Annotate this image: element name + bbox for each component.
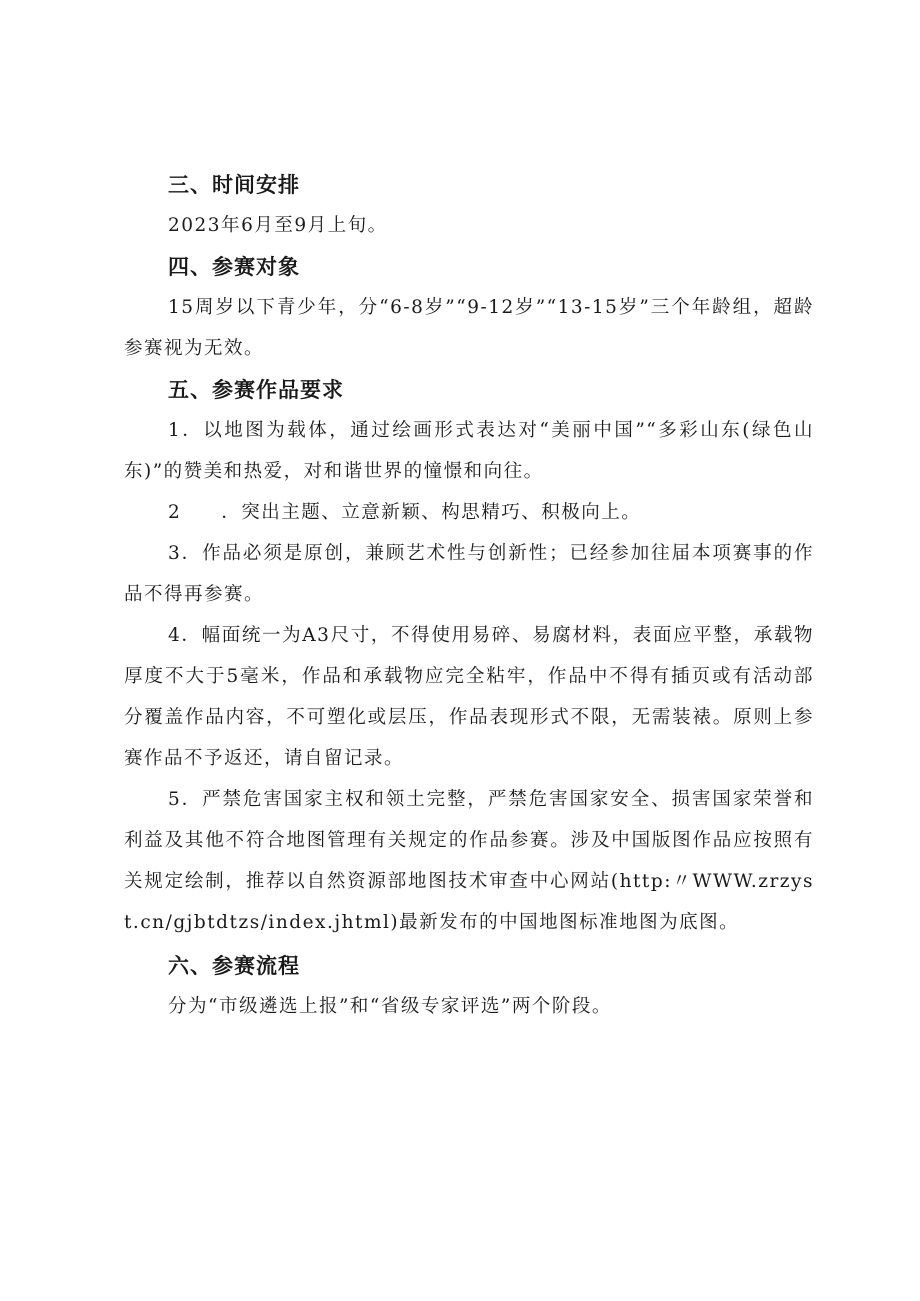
requirement-item-3: 3．作品必须是原创，兼顾艺术性与创新性；已经参加往届本项赛事的作品不得再参赛。 [124, 543, 814, 605]
requirement-item-1: 1．以地图为载体，通过绘画形式表达对“美丽中国”“多彩山东(绿色山东)”的赞美和热爱，对和谐世界的憧憬和向往。 [124, 420, 814, 482]
section-heading-process: 六、参赛流程 [168, 954, 300, 978]
section-heading-participants: 四、参赛对象 [168, 255, 300, 279]
requirement-item-5: 5．严禁危害国家主权和领土完整，严禁危害国家安全、损害国家荣誉和利益及其他不符合地图管理有关规定的作品参赛。涉及中国版图作品应按照有关规定绘制，推荐以自然资源部地图技术审查中心网站(http:〃WWW.zrzyst.cn/gjbtdtzs/index.jhtml)最新发布的中国地图标准地图为底图。 [124, 789, 814, 933]
document-page [124, 166, 814, 1027]
section-heading-requirements: 五、参赛作品要求 [168, 378, 344, 402]
process-paragraph: 分为“市级遴选上报”和“省级专家评选”两个阶段。 [168, 996, 612, 1017]
section-heading-schedule: 三、时间安排 [168, 173, 300, 197]
requirement-item-4: 4．幅面统一为A3尺寸，不得使用易碎、易腐材料，表面应平整，承载物厚度不大于5毫米，作品和承载物应完全粘牢，作品中不得有插页或有活动部分覆盖作品内容，不可塑化或层压，作品表现形式不限，无需装裱。原则上参赛作品不予返还，请自留记录。 [124, 625, 814, 769]
requirement-item-2: 2 ．突出主题、立意新颖、构思精巧、积极向上。 [168, 502, 642, 523]
participants-paragraph: 15周岁以下青少年，分“6-8岁”“9-12岁”“13-15岁”三个年龄组，超龄参赛视为无效。 [124, 297, 814, 359]
schedule-paragraph: 2023年6月至9月上旬。 [168, 215, 388, 236]
